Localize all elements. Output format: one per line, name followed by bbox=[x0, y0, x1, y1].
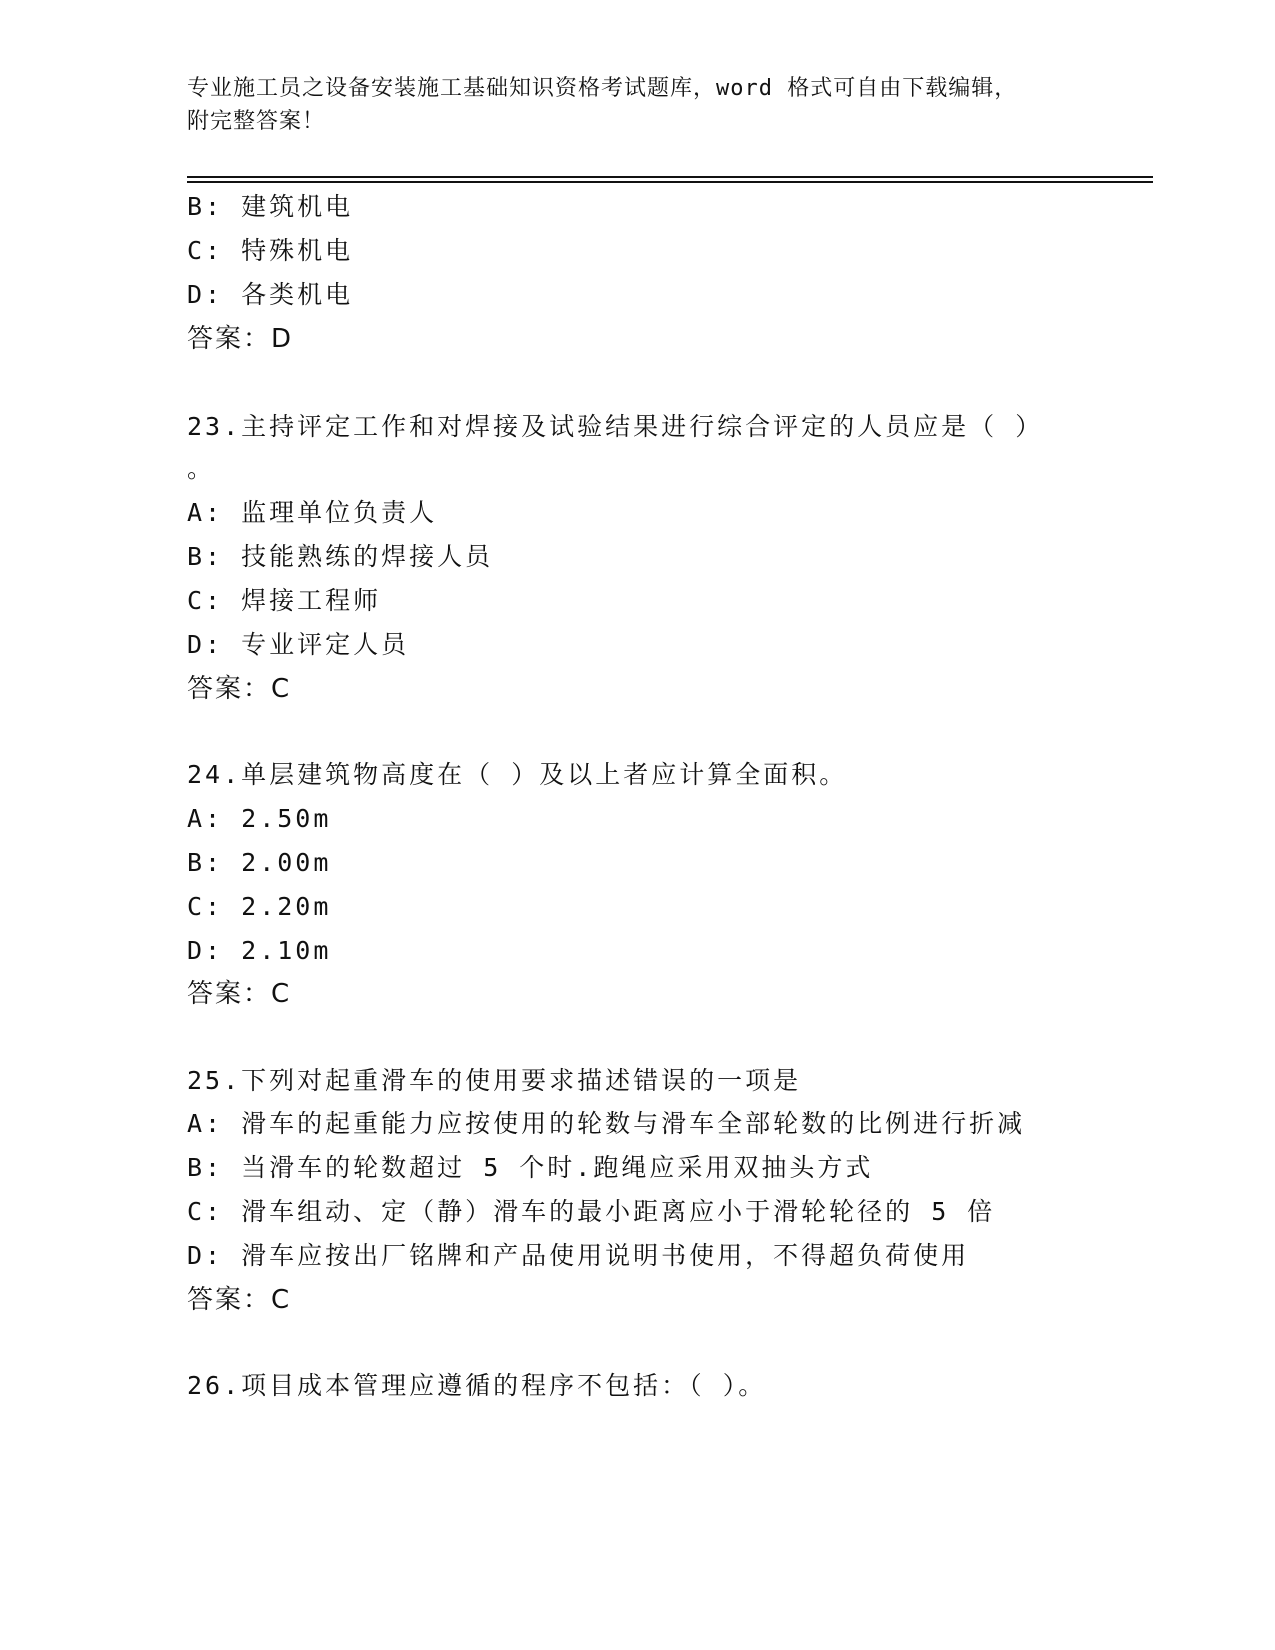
q24-option-b: B: 2.00m bbox=[187, 848, 332, 877]
q23-option-d: D: 专业评定人员 bbox=[187, 630, 410, 659]
q22-answer: 答案：D bbox=[187, 324, 294, 354]
q23-option-a: A: 监理单位负责人 bbox=[187, 498, 438, 527]
q25-option-b: B: 当滑车的轮数超过 5 个时.跑绳应采用双抽头方式 bbox=[187, 1153, 874, 1182]
q22-option-d: D: 各类机电 bbox=[187, 280, 354, 309]
q24-option-c: C: 2.20m bbox=[187, 892, 332, 921]
q23-stem-continuation: 。 bbox=[187, 454, 216, 483]
q23-answer: 答案：C bbox=[187, 674, 292, 704]
q25-option-a: A: 滑车的起重能力应按使用的轮数与滑车全部轮数的比例进行折减 bbox=[187, 1109, 1026, 1138]
q25-answer: 答案：C bbox=[187, 1285, 292, 1315]
q26-stem: 26.项目成本管理应遵循的程序不包括：（ ）。 bbox=[187, 1371, 767, 1400]
document-header bbox=[187, 72, 1087, 138]
q23-stem: 23.主持评定工作和对焊接及试验结果进行综合评定的人员应是（ ） bbox=[187, 412, 1044, 441]
header-line-2: 附完整答案！ bbox=[187, 109, 326, 134]
q23-option-c: C: 焊接工程师 bbox=[187, 586, 382, 615]
header-divider-bottom bbox=[187, 181, 1153, 183]
q24-option-d: D: 2.10m bbox=[187, 936, 332, 965]
q24-answer: 答案：C bbox=[187, 979, 292, 1009]
q24-option-a: A: 2.50m bbox=[187, 804, 332, 833]
q22-option-b: B: 建筑机电 bbox=[187, 192, 354, 221]
q22-option-c: C: 特殊机电 bbox=[187, 236, 354, 265]
q25-option-c: C: 滑车组动、定（静）滑车的最小距离应小于滑轮轮径的 5 倍 bbox=[187, 1197, 996, 1226]
q25-stem: 25.下列对起重滑车的使用要求描述错误的一项是 bbox=[187, 1066, 802, 1095]
q24-stem: 24.单层建筑物高度在（ ）及以上者应计算全面积。 bbox=[187, 760, 848, 789]
header-divider-top bbox=[187, 176, 1153, 178]
q25-option-d: D: 滑车应按出厂铭牌和产品使用说明书使用，不得超负荷使用 bbox=[187, 1241, 970, 1270]
q23-option-b: B: 技能熟练的焊接人员 bbox=[187, 542, 494, 571]
header-line-1: 专业施工员之设备安装施工基础知识资格考试题库，word 格式可自由下载编辑， bbox=[187, 76, 1018, 101]
